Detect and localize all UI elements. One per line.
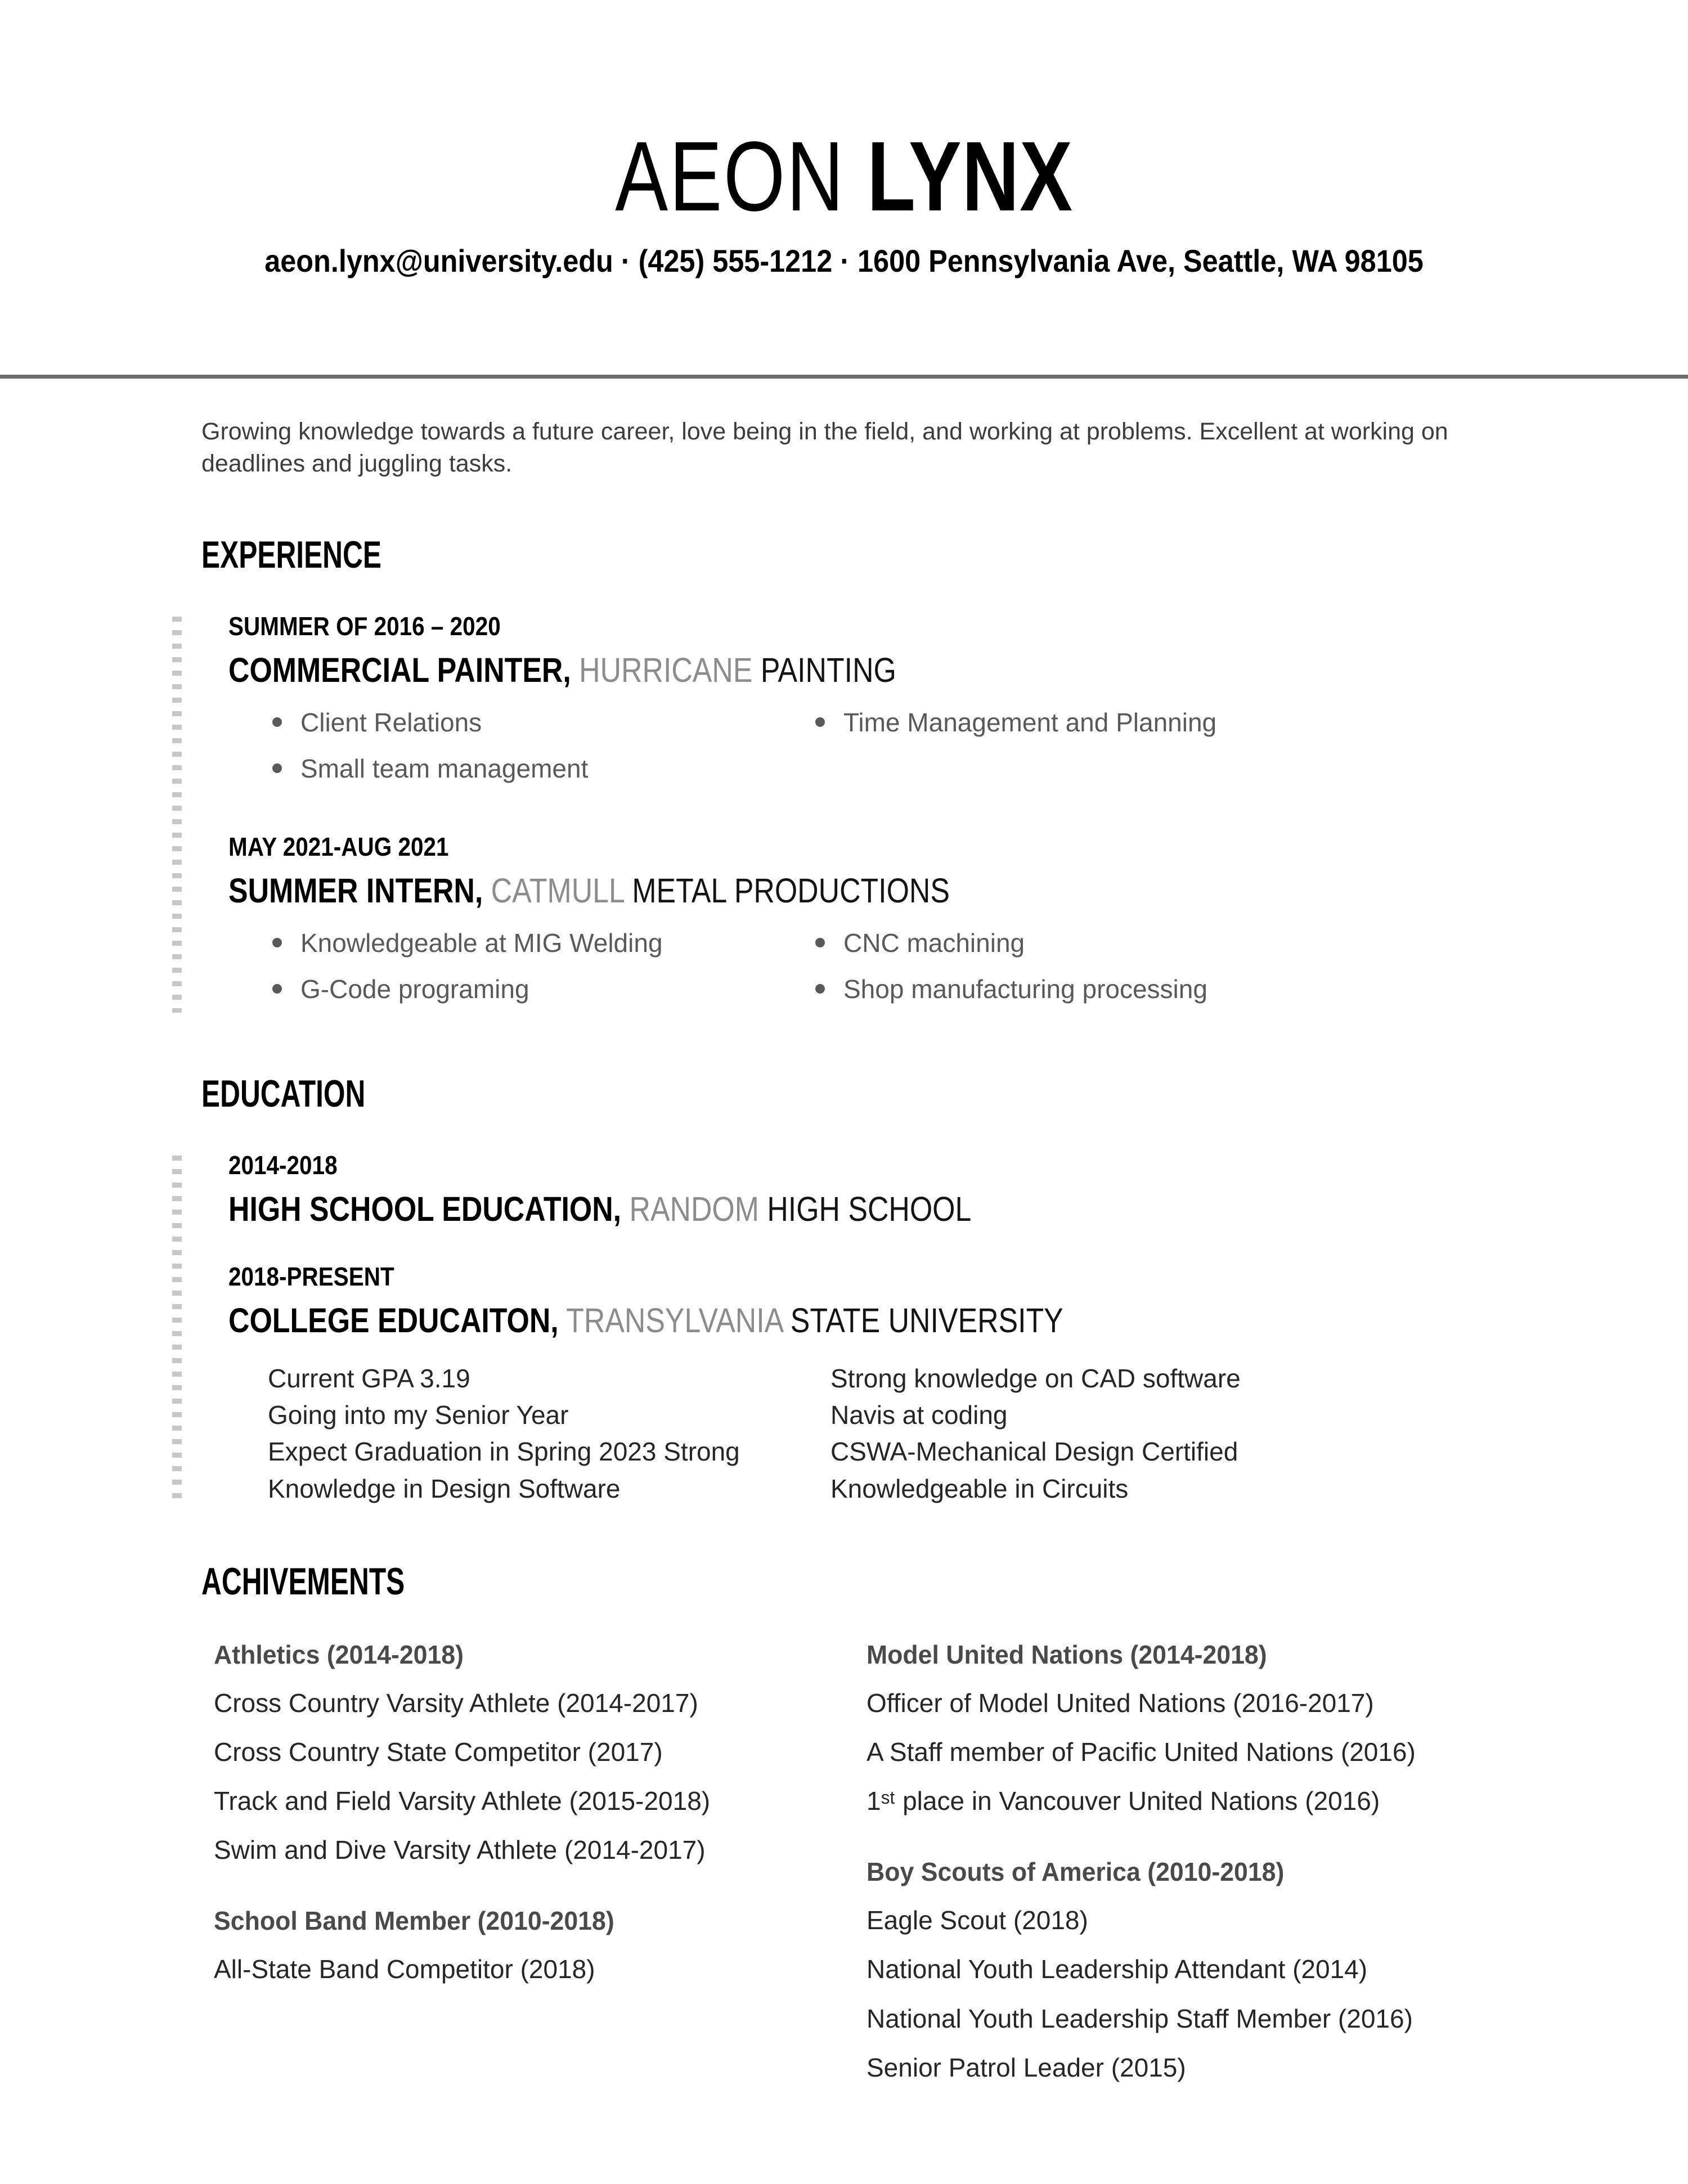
detail-line: Current GPA 3.19 [268, 1363, 470, 1393]
achievement-item: Eagle Scout (2018) [867, 1906, 1088, 1935]
achievement-item: Senior Patrol Leader (2015) [867, 2052, 1186, 2082]
bullet-columns [269, 927, 1542, 1019]
detail-line: Knowledge in Design Software [268, 1473, 621, 1503]
job-entry [201, 832, 1542, 1019]
detail-line: Going into my Senior Year [268, 1400, 569, 1430]
achievements-right [867, 1640, 1542, 2083]
detail-line: Strong knowledge on CAD software [830, 1363, 1241, 1393]
bullet-item: CNC machining [812, 927, 1207, 959]
achievement-item: Cross Country State Competitor (2017) [214, 1737, 663, 1767]
bullet-item: Time Management and Planning [812, 707, 1216, 738]
achievement-item: All-State Band Competitor (2018) [214, 1954, 595, 1984]
job-dates: SUMMER OF 2016 – 2020 [228, 611, 501, 641]
experience-heading: EXPERIENCE [201, 533, 382, 576]
achievement-item: Swim and Dive Varsity Athlete (2014-2017) [214, 1835, 706, 1865]
school-title [228, 1189, 1345, 1229]
bullet-columns [269, 707, 1542, 799]
bullet-item: Client Relations [269, 707, 812, 738]
job-title [228, 871, 1345, 910]
last-name: LYNX [867, 122, 1073, 232]
school-role: COLLEGE EDUCAITON, [228, 1301, 559, 1340]
job-title [228, 650, 1345, 690]
school-org-gray: TRANSYLVANIA [566, 1301, 783, 1340]
bullet-item: Small team management [269, 753, 812, 784]
achievement-subheading: Model United Nations (2014-2018) [867, 1639, 1267, 1669]
resume-body [0, 416, 1688, 2083]
bullet-list [269, 707, 812, 799]
achievement-item: National Youth Leadership Attendant (2014) [867, 1954, 1368, 1984]
achievement-item: Officer of Model United Nations (2016-2017) [867, 1688, 1374, 1718]
achievement-item: Cross Country Varsity Athlete (2014-2017) [214, 1688, 698, 1718]
summary-text: Growing knowledge towards a future career, love being in the field, and working at problems. Excellent at working on deadlines and juggling tasks. [201, 417, 1448, 478]
bullet-item: Shop manufacturing processing [812, 973, 1207, 1005]
achievement-subheading: School Band Member (2010-2018) [214, 1906, 614, 1936]
achievements-section [201, 1561, 1542, 2083]
detail-column [830, 1360, 1241, 1507]
detail-line: Expect Graduation in Spring 2023 Strong [268, 1437, 740, 1467]
job-dates: MAY 2021-AUG 2021 [228, 832, 449, 861]
achievements-heading: ACHIVEMENTS [201, 1560, 405, 1603]
achievements-columns [201, 1640, 1542, 2083]
achievement-subheading: Athletics (2014-2018) [214, 1639, 464, 1669]
detail-line: CSWA-Mechanical Design Certified [830, 1437, 1238, 1467]
detail-columns [268, 1360, 1542, 1507]
bullet-item: Knowledgeable at MIG Welding [269, 927, 812, 959]
education-entries [201, 1150, 1542, 1507]
school-role: HIGH SCHOOL EDUCATION, [228, 1189, 622, 1228]
achievement-item: Track and Field Varsity Athlete (2015-2018) [214, 1786, 711, 1816]
education-section [201, 1073, 1542, 1507]
experience-entries [201, 611, 1542, 1019]
school-entry [201, 1261, 1542, 1507]
job-entry [201, 611, 1542, 799]
resume-header [0, 0, 1688, 279]
job-org-black: PAINTING [760, 650, 896, 689]
achievements-left [214, 1640, 867, 2083]
detail-line: Knowledgeable in Circuits [830, 1473, 1129, 1503]
detail-column [268, 1360, 830, 1507]
school-entry [201, 1150, 1542, 1229]
school-dates: 2018-PRESENT [228, 1261, 394, 1291]
school-org-black: STATE UNIVERSITY [790, 1301, 1063, 1340]
bullet-item: G-Code programing [269, 973, 812, 1005]
job-org-gray: CATMULL [491, 871, 624, 910]
bullet-list [269, 927, 812, 1019]
experience-section [201, 534, 1542, 1019]
achievement-item: National Youth Leadership Staff Member (2016) [867, 2003, 1413, 2033]
education-heading: EDUCATION [201, 1072, 366, 1115]
job-org-black: METAL PRODUCTIONS [632, 871, 950, 910]
school-dates: 2014-2018 [228, 1150, 338, 1180]
contact-line: aeon.lynx@university.edu · (425) 555-1212 · 1600 Pennsylvania Ave, Seattle, WA 98105 [264, 242, 1424, 278]
school-title [228, 1301, 1345, 1340]
bullet-list [812, 707, 1216, 799]
job-role: COMMERCIAL PAINTER, [228, 650, 571, 689]
header-divider [0, 375, 1688, 379]
person-name [169, 122, 1519, 232]
job-role: SUMMER INTERN, [228, 871, 483, 910]
achievement-item: 1ˢᵗ place in Vancouver United Nations (2016) [867, 1786, 1380, 1816]
school-org-gray: RANDOM [629, 1189, 759, 1228]
achievement-item: A Staff member of Pacific United Nations (2016) [867, 1737, 1416, 1767]
bullet-list [812, 927, 1207, 1019]
first-name: AEON [615, 122, 845, 232]
achievement-subheading: Boy Scouts of America (2010-2018) [867, 1857, 1285, 1887]
detail-line: Navis at coding [830, 1400, 1008, 1430]
job-org-gray: HURRICANE [579, 650, 753, 689]
school-org-black: HIGH SCHOOL [767, 1189, 972, 1228]
